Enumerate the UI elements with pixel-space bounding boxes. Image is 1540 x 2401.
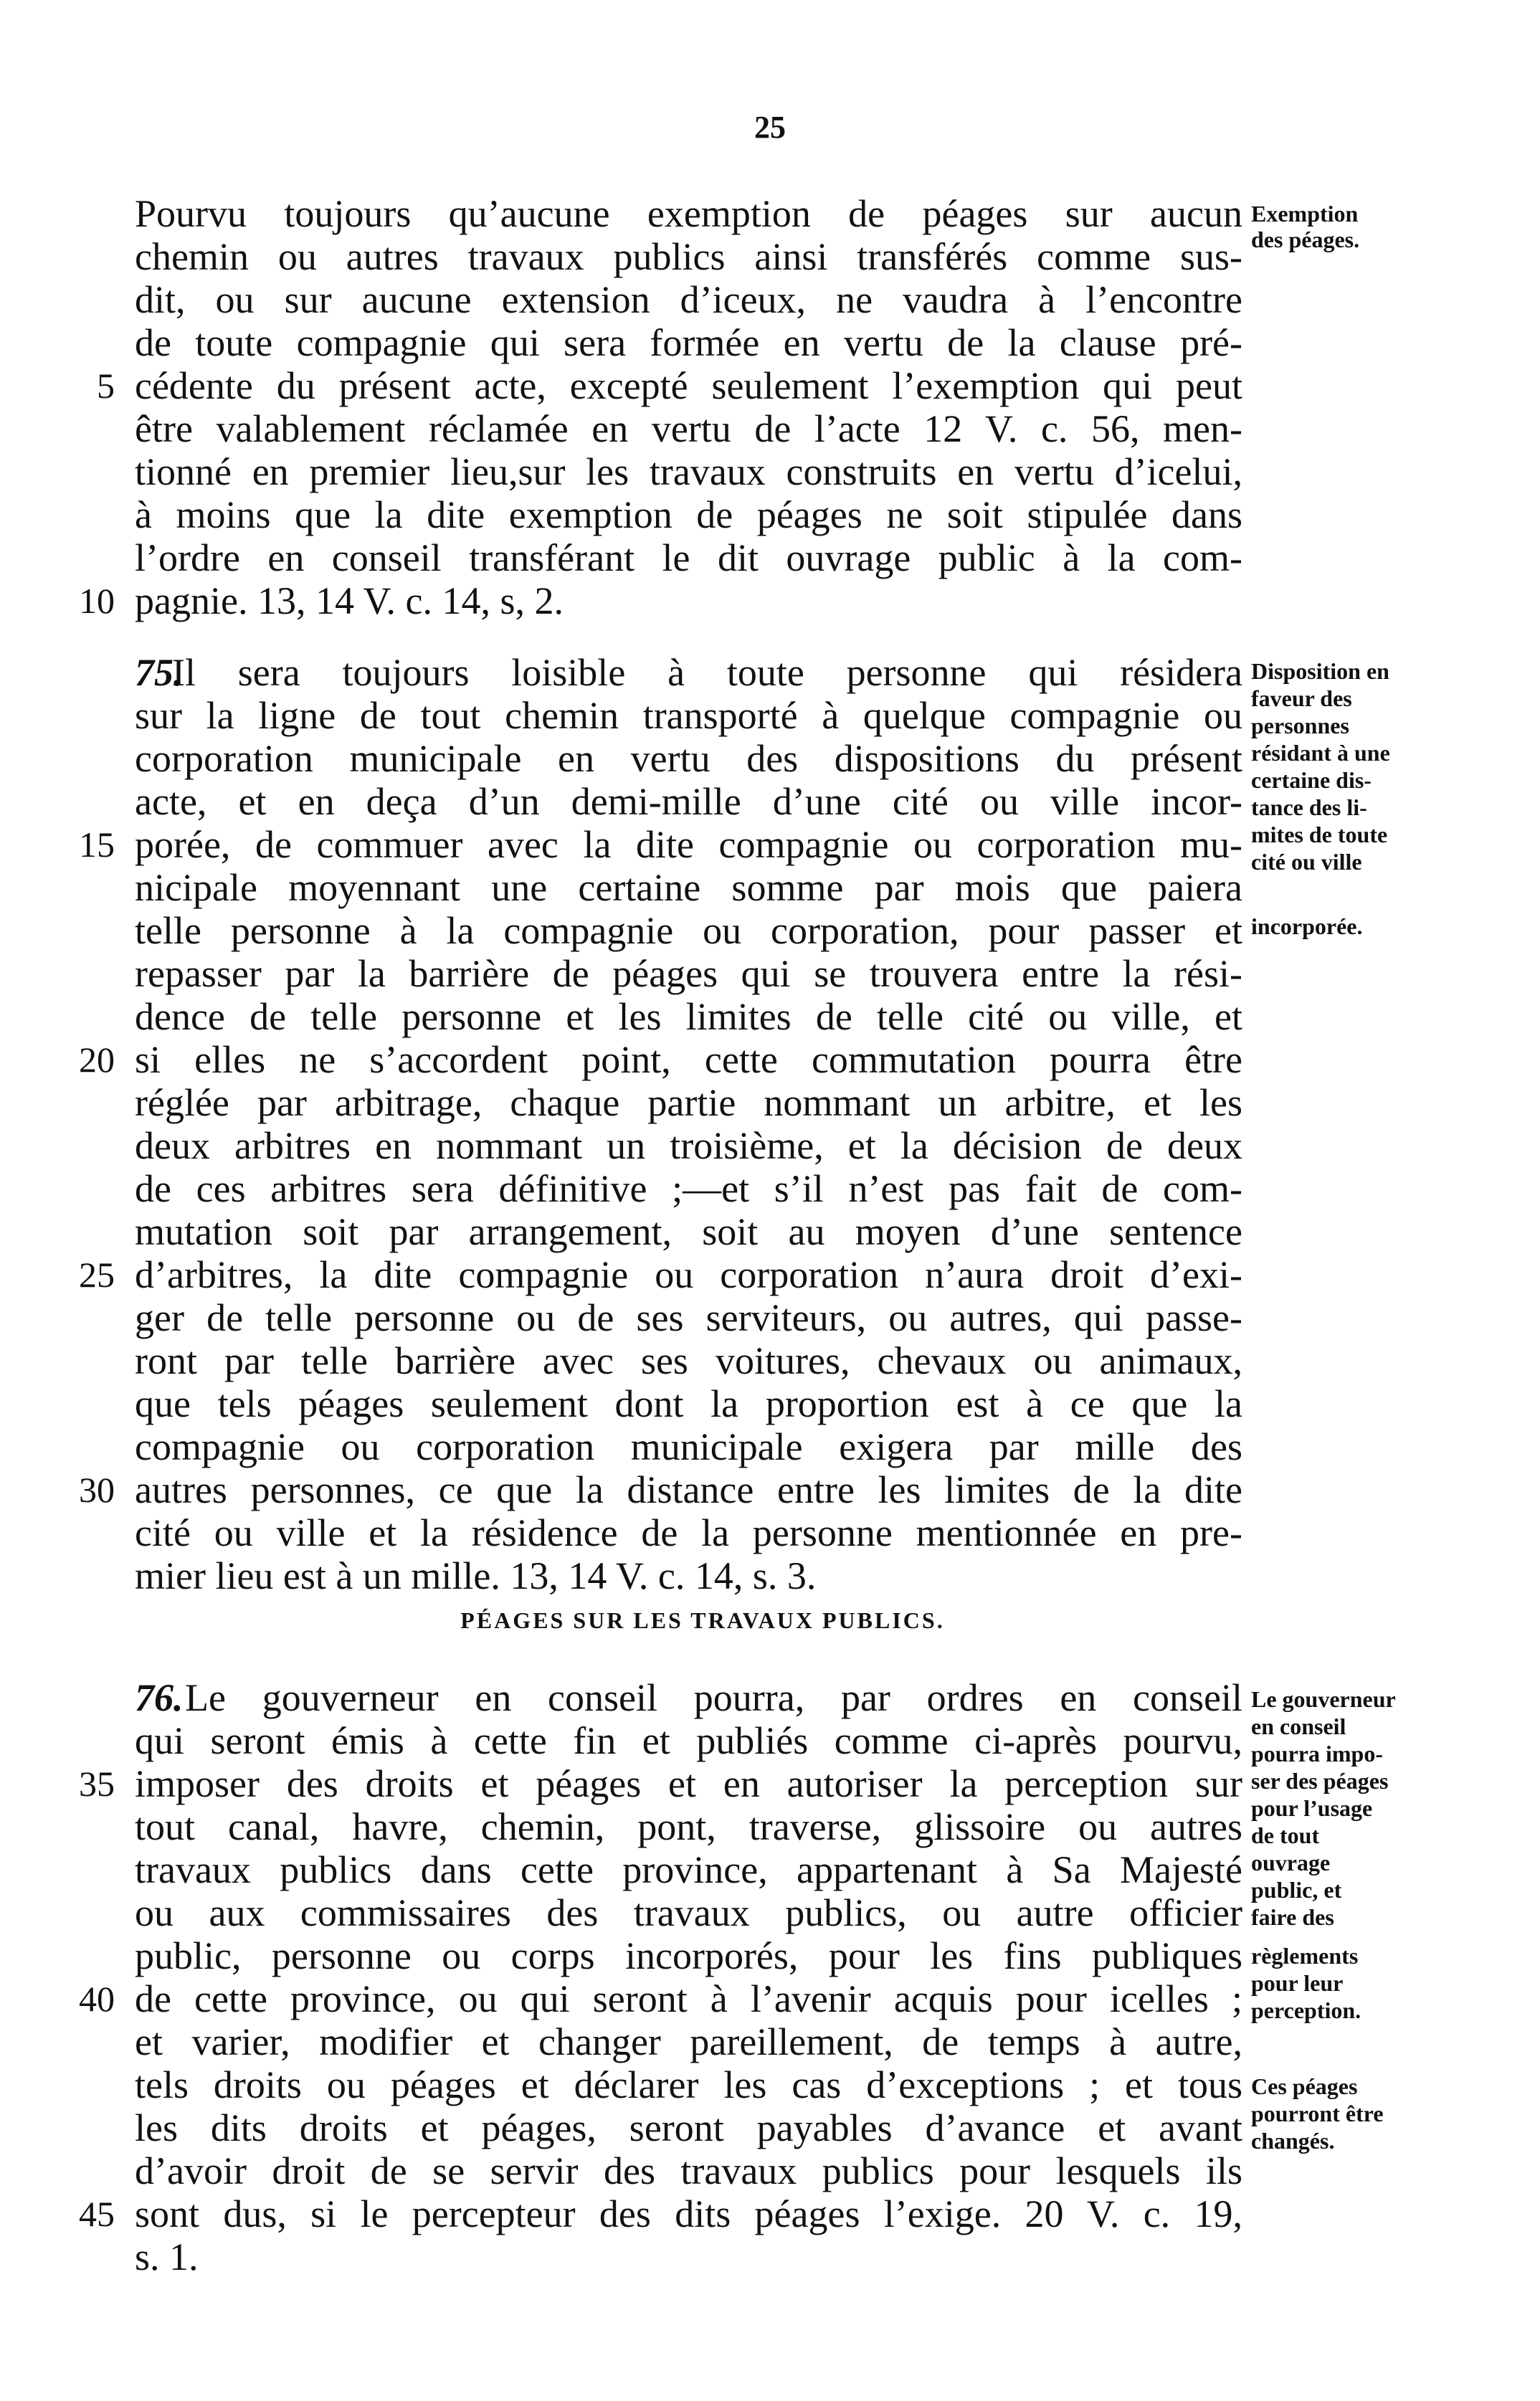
margin-note-line: pour l’usage: [1251, 1795, 1373, 1821]
text-line: tels droits ou péages et déclarer les cas d’exceptions ; et tous: [135, 2063, 1242, 2106]
margin-note-line: incorporée.: [1251, 913, 1363, 939]
text-line: ger de telle personne ou de ses serviteurs, ou autres, qui passe-: [135, 1296, 1242, 1339]
line-number: 10: [79, 581, 115, 621]
text-line: corporation municipale en vertu des dispositions du présent: [135, 737, 1242, 780]
text-line: telle personne à la compagnie ou corporation, pour passer et: [135, 909, 1242, 952]
margin-note-line: public, et: [1251, 1877, 1342, 1903]
text-line: porée, de commuer avec la dite compagnie ou corporation mu-: [135, 823, 1242, 866]
text-line: tionné en premier lieu,sur les travaux construits en vertu d’icelui,: [135, 450, 1242, 493]
margin-note-line: Le gouverneur: [1251, 1686, 1396, 1712]
margin-note-line: tance des li-: [1251, 794, 1367, 820]
text-line: sont dus, si le percepteur des dits péages l’exige. 20 V. c. 19,: [135, 2192, 1242, 2235]
line-number: 30: [79, 1470, 115, 1510]
text-line: sur la ligne de tout chemin transporté à quelque compagnie ou: [135, 694, 1242, 737]
text-line: deux arbitres en nommant un troisième, et la décision de deux: [135, 1124, 1242, 1167]
text-line: cité ou ville et la résidence de la personne mentionnée en pre-: [135, 1511, 1242, 1554]
text-line: ou aux commissaires des travaux publics, ou autre officier: [135, 1891, 1242, 1934]
text-line: nicipale moyennant une certaine somme par mois que paiera: [135, 866, 1242, 909]
margin-note-line: perception.: [1251, 1997, 1361, 2023]
margin-note-line: changés.: [1251, 2128, 1335, 2154]
text-line: pagnie. 13, 14 V. c. 14, s, 2.: [135, 579, 564, 622]
margin-note-line: faire des: [1251, 1904, 1334, 1930]
margin-note-line: Ces péages: [1251, 2073, 1358, 2099]
text-line: mier lieu est à un mille. 13, 14 V. c. 14, s. 3.: [135, 1554, 817, 1597]
margin-note-line: certaine dis-: [1251, 767, 1372, 793]
text-line: que tels péages seulement dont la proportion est à ce que la: [135, 1382, 1242, 1425]
margin-note-line: ouvrage: [1251, 1850, 1331, 1875]
text-line: réglée par arbitrage, chaque partie nommant un arbitre, et les: [135, 1081, 1242, 1124]
article-number: 76.: [135, 1676, 184, 1719]
text-line: ront par telle barrière avec ses voitures, chevaux ou animaux,: [135, 1339, 1242, 1382]
line-number: 15: [79, 824, 115, 865]
text-line: chemin ou autres travaux publics ainsi transférés comme sus-: [135, 235, 1242, 278]
text-line: travaux publics dans cette province, appartenant à Sa Majesté: [135, 1848, 1242, 1891]
margin-note-line: Disposition en: [1251, 658, 1389, 684]
margin-note-line: Exemption: [1251, 201, 1359, 227]
margin-note-line: pourra impo-: [1251, 1741, 1383, 1767]
text-line: cédente du présent acte, excepté seulement l’exemption qui peut: [135, 364, 1242, 407]
text-line: tout canal, havre, chemin, pont, traverse, glissoire ou autres: [135, 1805, 1242, 1848]
margin-note-line: ser des péages: [1251, 1768, 1389, 1794]
margin-note-line: personnes: [1251, 713, 1349, 738]
text-line: de ces arbitres sera définitive ;—et s’il n’est pas fait de com-: [135, 1167, 1242, 1210]
text-line: mutation soit par arrangement, soit au moyen d’une sentence: [135, 1210, 1242, 1253]
text-line: les dits droits et péages, seront payables d’avance et avant: [135, 2106, 1242, 2149]
text-line: et varier, modifier et changer pareillement, de temps à autre,: [135, 2020, 1242, 2063]
margin-note-line: faveur des: [1251, 685, 1352, 711]
text-line: Il sera toujours loisible à toute personne qui résidera: [172, 651, 1242, 694]
text-line: à moins que la dite exemption de péages ne soit stipulée dans: [135, 493, 1242, 536]
line-number: 35: [79, 1764, 115, 1804]
article-number: 75.: [135, 651, 184, 694]
margin-note-line: cité ou ville: [1251, 849, 1362, 875]
section-heading: PÉAGES SUR LES TRAVAUX PUBLICS.: [460, 1607, 945, 1633]
margin-note-line: résidant à une: [1251, 740, 1390, 766]
text-line: d’avoir droit de se servir des travaux publics pour lesquels ils: [135, 2149, 1242, 2192]
margin-note-line: mites de toute: [1251, 822, 1388, 847]
text-line: de toute compagnie qui sera formée en vertu de la clause pré-: [135, 321, 1242, 364]
line-number: 40: [79, 1979, 115, 2019]
text-line: autres personnes, ce que la distance entre les limites de la dite: [135, 1468, 1242, 1511]
text-line: dence de telle personne et les limites de telle cité ou ville, et: [135, 995, 1242, 1038]
text-line: compagnie ou corporation municipale exigera par mille des: [135, 1425, 1242, 1468]
page-number: 25: [754, 110, 786, 145]
line-number: 45: [79, 2194, 115, 2234]
margin-note-line: en conseil: [1251, 1713, 1346, 1739]
text-line: public, personne ou corps incorporés, pour les fins publiques: [135, 1934, 1242, 1977]
line-number: 5: [97, 366, 115, 406]
text-line: dit, ou sur aucune extension d’iceux, ne vaudra à l’encontre: [135, 278, 1242, 321]
text-line: acte, et en deçа d’un demi-mille d’une cité ou ville incor-: [135, 780, 1242, 823]
text-line: être valablement réclamée en vertu de l’acte 12 V. c. 56, men-: [135, 407, 1242, 450]
text-line: si elles ne s’accordent point, cette commutation pourra être: [135, 1038, 1242, 1081]
text-line: l’ordre en conseil transférant le dit ouvrage public à la com-: [135, 536, 1242, 579]
text-line: s. 1.: [135, 2235, 199, 2278]
text-line: Pourvu toujours qu’aucune exemption de péages sur aucun: [135, 192, 1242, 235]
margin-note-line: pour leur: [1251, 1970, 1344, 1996]
margin-note-line: pourront être: [1251, 2101, 1384, 2126]
line-number: 25: [79, 1255, 115, 1295]
text-line: repasser par la barrière de péages qui se trouvera entre la rési-: [135, 952, 1242, 995]
line-number: 20: [79, 1040, 115, 1080]
margin-note-line: des péages.: [1251, 227, 1360, 252]
margin-note-line: de tout: [1251, 1822, 1320, 1848]
text-line: imposer des droits et péages et en autoriser la perception sur: [135, 1762, 1242, 1805]
text-line: de cette province, ou qui seront à l’avenir acquis pour icelles ;: [135, 1977, 1242, 2020]
text-line: Le gouverneur en conseil pourra, par ordres en conseil: [185, 1676, 1242, 1719]
text-line: qui seront émis à cette fin et publiés comme ci-après pourvu,: [135, 1719, 1242, 1762]
text-line: d’arbitres, la dite compagnie ou corporation n’aura droit d’exi-: [135, 1253, 1242, 1296]
margin-note-line: règlements: [1251, 1943, 1359, 1969]
